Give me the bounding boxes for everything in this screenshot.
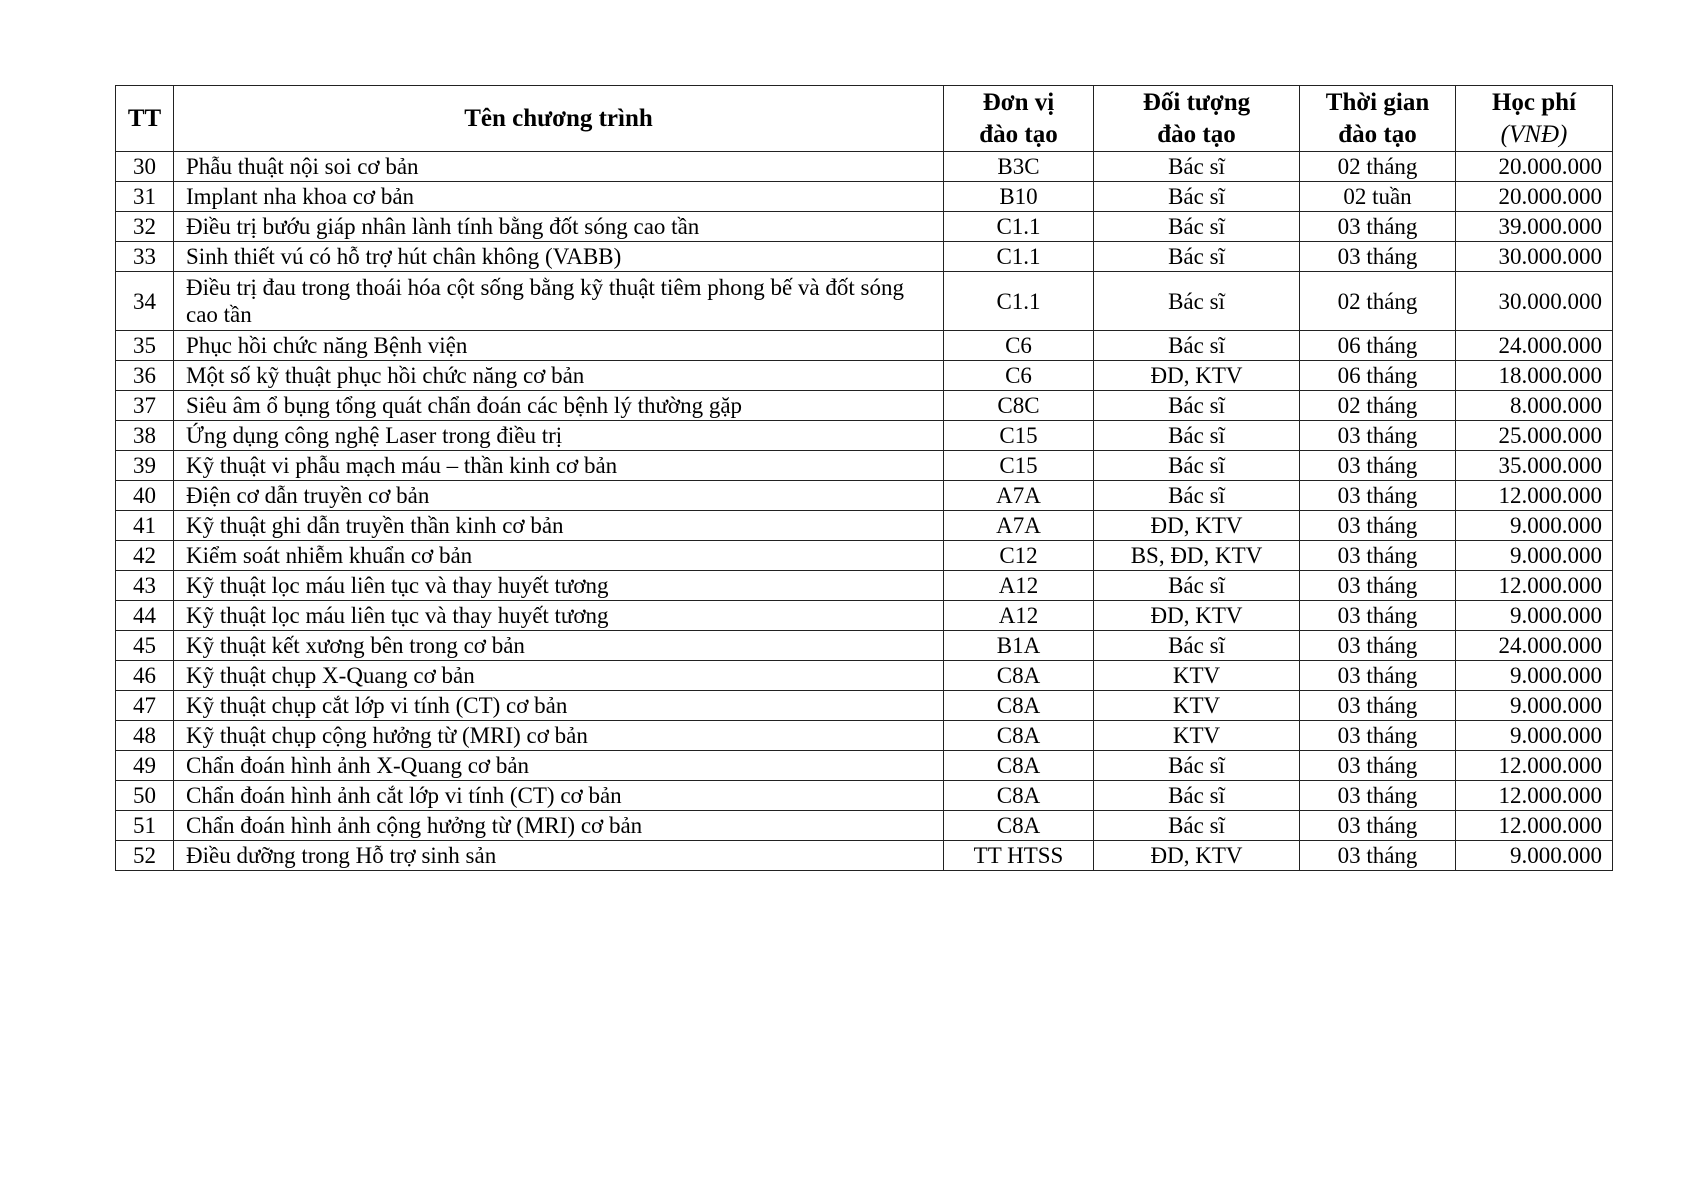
cell-target: Bác sĩ	[1094, 451, 1300, 481]
cell-tt: 42	[116, 541, 174, 571]
cell-duration: 03 tháng	[1300, 661, 1456, 691]
cell-fee: 24.000.000	[1456, 631, 1613, 661]
cell-fee: 30.000.000	[1456, 242, 1613, 272]
cell-tt: 48	[116, 721, 174, 751]
cell-duration: 03 tháng	[1300, 481, 1456, 511]
cell-tt: 35	[116, 331, 174, 361]
cell-tt: 37	[116, 391, 174, 421]
cell-fee: 9.000.000	[1456, 601, 1613, 631]
cell-fee: 25.000.000	[1456, 421, 1613, 451]
cell-program-name: Chẩn đoán hình ảnh X-Quang cơ bản	[174, 751, 944, 781]
cell-target: Bác sĩ	[1094, 571, 1300, 601]
cell-program-name: Implant nha khoa cơ bản	[174, 182, 944, 212]
header-fee: Học phí (VNĐ)	[1456, 86, 1613, 152]
cell-program-name: Kỹ thuật lọc máu liên tục và thay huyết tương	[174, 601, 944, 631]
cell-tt: 38	[116, 421, 174, 451]
cell-program-name: Kỹ thuật kết xương bên trong cơ bản	[174, 631, 944, 661]
cell-tt: 50	[116, 781, 174, 811]
cell-program-name: Một số kỹ thuật phục hồi chức năng cơ bản	[174, 361, 944, 391]
cell-training-unit: C15	[944, 451, 1094, 481]
cell-duration: 06 tháng	[1300, 331, 1456, 361]
cell-training-unit: C8A	[944, 721, 1094, 751]
cell-duration: 03 tháng	[1300, 571, 1456, 601]
cell-tt: 43	[116, 571, 174, 601]
cell-program-name: Điện cơ dẫn truyền cơ bản	[174, 481, 944, 511]
cell-program-name: Kỹ thuật lọc máu liên tục và thay huyết tương	[174, 571, 944, 601]
cell-duration: 03 tháng	[1300, 751, 1456, 781]
header-target: Đối tượng đào tạo	[1094, 86, 1300, 152]
cell-training-unit: A7A	[944, 511, 1094, 541]
cell-fee: 12.000.000	[1456, 781, 1613, 811]
cell-fee: 9.000.000	[1456, 661, 1613, 691]
cell-target: Bác sĩ	[1094, 421, 1300, 451]
cell-fee: 9.000.000	[1456, 691, 1613, 721]
cell-tt: 32	[116, 212, 174, 242]
cell-fee: 9.000.000	[1456, 511, 1613, 541]
cell-duration: 03 tháng	[1300, 511, 1456, 541]
cell-fee: 9.000.000	[1456, 721, 1613, 751]
cell-duration: 03 tháng	[1300, 421, 1456, 451]
cell-tt: 31	[116, 182, 174, 212]
table-row	[116, 691, 1613, 721]
cell-fee: 12.000.000	[1456, 751, 1613, 781]
cell-tt: 51	[116, 811, 174, 841]
table-row	[116, 781, 1613, 811]
cell-fee: 20.000.000	[1456, 182, 1613, 212]
cell-training-unit: C8A	[944, 811, 1094, 841]
cell-duration: 06 tháng	[1300, 361, 1456, 391]
cell-target: ĐD, KTV	[1094, 601, 1300, 631]
cell-fee: 9.000.000	[1456, 541, 1613, 571]
cell-program-name: Điều trị đau trong thoái hóa cột sống bằng kỹ thuật tiêm phong bế và đốt sóng cao tần	[174, 272, 944, 331]
header-training-unit: Đơn vị đào tạo	[944, 86, 1094, 152]
cell-target: ĐD, KTV	[1094, 361, 1300, 391]
table-row	[116, 511, 1613, 541]
table-row	[116, 182, 1613, 212]
table-row	[116, 841, 1613, 871]
cell-training-unit: C6	[944, 361, 1094, 391]
cell-tt: 30	[116, 152, 174, 182]
cell-duration: 03 tháng	[1300, 451, 1456, 481]
table-row	[116, 661, 1613, 691]
cell-target: KTV	[1094, 691, 1300, 721]
cell-duration: 03 tháng	[1300, 781, 1456, 811]
table-row	[116, 152, 1613, 182]
cell-duration: 03 tháng	[1300, 541, 1456, 571]
cell-program-name: Điều trị bướu giáp nhân lành tính bằng đốt sóng cao tần	[174, 212, 944, 242]
table-row	[116, 811, 1613, 841]
cell-fee: 39.000.000	[1456, 212, 1613, 242]
cell-duration: 03 tháng	[1300, 631, 1456, 661]
table-row	[116, 421, 1613, 451]
cell-duration: 02 tháng	[1300, 391, 1456, 421]
document-page	[115, 85, 1612, 871]
cell-target: Bác sĩ	[1094, 242, 1300, 272]
cell-program-name: Phục hồi chức năng Bệnh viện	[174, 331, 944, 361]
cell-training-unit: A12	[944, 571, 1094, 601]
table-row	[116, 751, 1613, 781]
cell-training-unit: C1.1	[944, 272, 1094, 331]
cell-tt: 34	[116, 272, 174, 331]
cell-duration: 03 tháng	[1300, 811, 1456, 841]
cell-fee: 20.000.000	[1456, 152, 1613, 182]
cell-training-unit: C8A	[944, 661, 1094, 691]
cell-target: Bác sĩ	[1094, 781, 1300, 811]
cell-target: KTV	[1094, 661, 1300, 691]
cell-program-name: Kỹ thuật vi phẫu mạch máu – thần kinh cơ bản	[174, 451, 944, 481]
cell-tt: 47	[116, 691, 174, 721]
table-row	[116, 541, 1613, 571]
cell-tt: 46	[116, 661, 174, 691]
cell-target: KTV	[1094, 721, 1300, 751]
table-row	[116, 331, 1613, 361]
cell-tt: 49	[116, 751, 174, 781]
cell-duration: 03 tháng	[1300, 242, 1456, 272]
table-row	[116, 242, 1613, 272]
cell-duration: 03 tháng	[1300, 841, 1456, 871]
cell-tt: 52	[116, 841, 174, 871]
cell-fee: 8.000.000	[1456, 391, 1613, 421]
cell-tt: 45	[116, 631, 174, 661]
cell-training-unit: A12	[944, 601, 1094, 631]
cell-program-name: Kỹ thuật ghi dẫn truyền thần kinh cơ bản	[174, 511, 944, 541]
cell-fee: 12.000.000	[1456, 481, 1613, 511]
cell-duration: 03 tháng	[1300, 601, 1456, 631]
cell-training-unit: C8A	[944, 691, 1094, 721]
cell-duration: 03 tháng	[1300, 212, 1456, 242]
cell-program-name: Kỹ thuật chụp X-Quang cơ bản	[174, 661, 944, 691]
cell-target: Bác sĩ	[1094, 331, 1300, 361]
cell-fee: 30.000.000	[1456, 272, 1613, 331]
cell-fee: 24.000.000	[1456, 331, 1613, 361]
cell-program-name: Kỹ thuật chụp cộng hưởng từ (MRI) cơ bản	[174, 721, 944, 751]
cell-training-unit: C8A	[944, 781, 1094, 811]
cell-program-name: Kiểm soát nhiễm khuẩn cơ bản	[174, 541, 944, 571]
cell-training-unit: B1A	[944, 631, 1094, 661]
cell-target: Bác sĩ	[1094, 811, 1300, 841]
cell-fee: 9.000.000	[1456, 841, 1613, 871]
cell-tt: 36	[116, 361, 174, 391]
cell-duration: 03 tháng	[1300, 721, 1456, 751]
table-header-row	[116, 86, 1613, 152]
cell-training-unit: C1.1	[944, 212, 1094, 242]
table-row	[116, 631, 1613, 661]
cell-target: Bác sĩ	[1094, 182, 1300, 212]
cell-tt: 44	[116, 601, 174, 631]
cell-training-unit: C15	[944, 421, 1094, 451]
table-row	[116, 272, 1613, 331]
table-row	[116, 212, 1613, 242]
cell-training-unit: C8C	[944, 391, 1094, 421]
cell-training-unit: C8A	[944, 751, 1094, 781]
cell-target: Bác sĩ	[1094, 272, 1300, 331]
cell-training-unit: C1.1	[944, 242, 1094, 272]
cell-tt: 41	[116, 511, 174, 541]
training-programs-table	[115, 85, 1613, 871]
cell-fee: 12.000.000	[1456, 811, 1613, 841]
cell-duration: 02 tháng	[1300, 152, 1456, 182]
table-row	[116, 391, 1613, 421]
cell-training-unit: C12	[944, 541, 1094, 571]
cell-duration: 02 tháng	[1300, 272, 1456, 331]
cell-program-name: Điều dưỡng trong Hỗ trợ sinh sản	[174, 841, 944, 871]
table-row	[116, 481, 1613, 511]
table-row	[116, 361, 1613, 391]
cell-training-unit: TT HTSS	[944, 841, 1094, 871]
cell-fee: 35.000.000	[1456, 451, 1613, 481]
cell-fee: 12.000.000	[1456, 571, 1613, 601]
cell-target: Bác sĩ	[1094, 391, 1300, 421]
table-row	[116, 571, 1613, 601]
cell-target: Bác sĩ	[1094, 631, 1300, 661]
cell-program-name: Sinh thiết vú có hỗ trợ hút chân không (VABB)	[174, 242, 944, 272]
cell-program-name: Ứng dụng công nghệ Laser trong điều trị	[174, 421, 944, 451]
cell-duration: 03 tháng	[1300, 691, 1456, 721]
cell-training-unit: C6	[944, 331, 1094, 361]
cell-target: Bác sĩ	[1094, 751, 1300, 781]
header-duration: Thời gian đào tạo	[1300, 86, 1456, 152]
cell-target: ĐD, KTV	[1094, 511, 1300, 541]
cell-program-name: Chẩn đoán hình ảnh cộng hưởng từ (MRI) cơ bản	[174, 811, 944, 841]
table-row	[116, 451, 1613, 481]
cell-fee: 18.000.000	[1456, 361, 1613, 391]
header-tt: TT	[116, 86, 174, 152]
cell-duration: 02 tuần	[1300, 182, 1456, 212]
cell-program-name: Siêu âm ổ bụng tổng quát chẩn đoán các bệnh lý thường gặp	[174, 391, 944, 421]
cell-target: BS, ĐD, KTV	[1094, 541, 1300, 571]
table-row	[116, 721, 1613, 751]
cell-target: Bác sĩ	[1094, 152, 1300, 182]
cell-training-unit: A7A	[944, 481, 1094, 511]
cell-program-name: Chẩn đoán hình ảnh cắt lớp vi tính (CT) cơ bản	[174, 781, 944, 811]
header-program-name: Tên chương trình	[174, 86, 944, 152]
cell-tt: 33	[116, 242, 174, 272]
cell-target: Bác sĩ	[1094, 481, 1300, 511]
cell-target: ĐD, KTV	[1094, 841, 1300, 871]
cell-program-name: Phẫu thuật nội soi cơ bản	[174, 152, 944, 182]
cell-training-unit: B10	[944, 182, 1094, 212]
cell-target: Bác sĩ	[1094, 212, 1300, 242]
table-row	[116, 601, 1613, 631]
cell-training-unit: B3C	[944, 152, 1094, 182]
cell-tt: 39	[116, 451, 174, 481]
cell-program-name: Kỹ thuật chụp cắt lớp vi tính (CT) cơ bản	[174, 691, 944, 721]
cell-tt: 40	[116, 481, 174, 511]
